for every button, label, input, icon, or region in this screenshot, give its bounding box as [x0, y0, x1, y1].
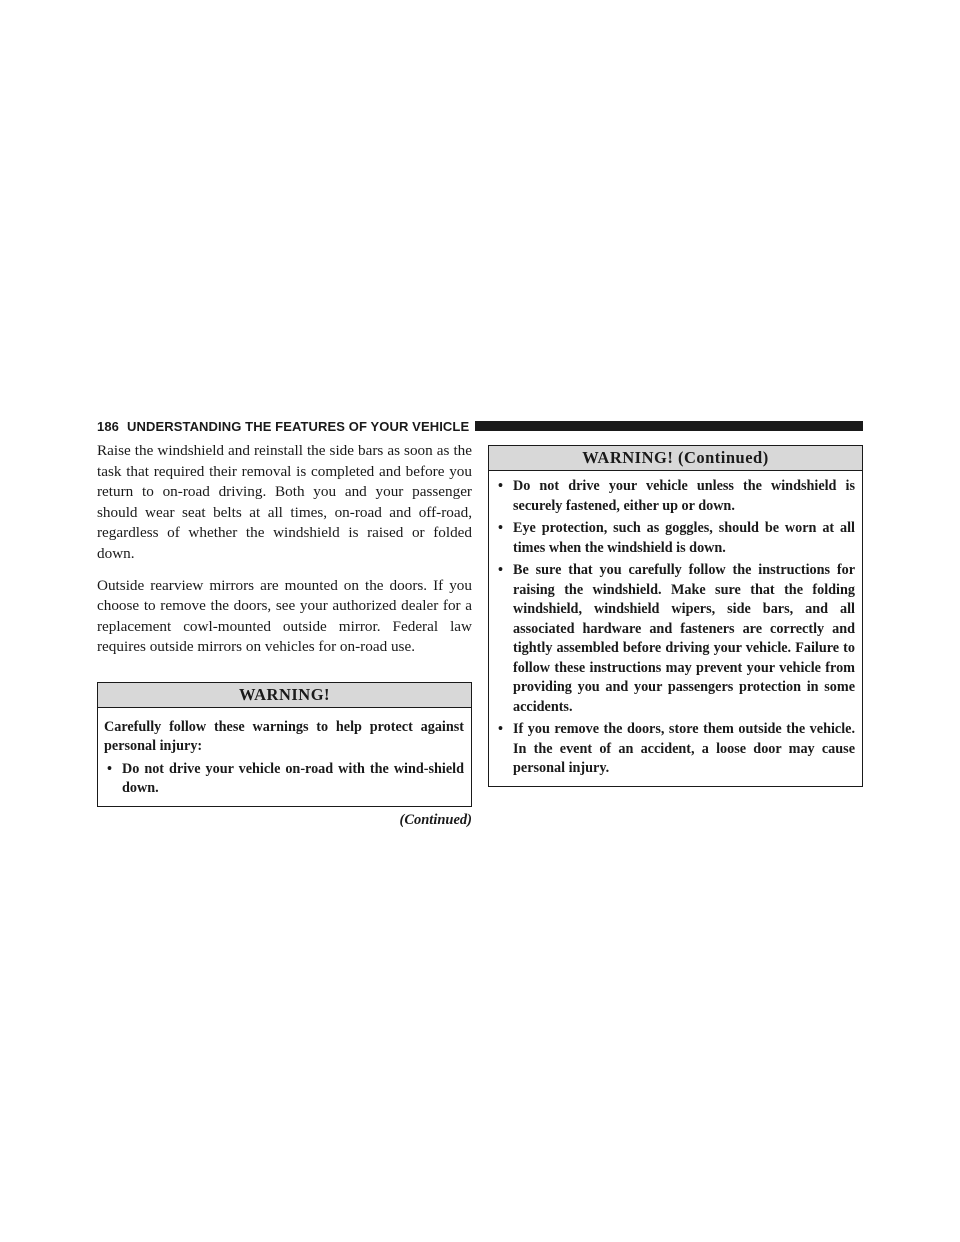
warning-bullet-list	[104, 760, 464, 799]
warning-bullet	[495, 519, 855, 558]
bullet-icon: •	[498, 478, 503, 494]
warning-continued-box	[488, 445, 863, 787]
page-header	[97, 417, 863, 435]
warning-bullet	[104, 760, 464, 799]
page-number: 186	[97, 418, 119, 434]
continued-label: (Continued)	[399, 811, 472, 828]
warning-continued-title: WARNING! (Continued)	[489, 446, 862, 471]
bullet-text: Be sure that you carefully follow the instructions for raising the windshield. Make sure that the folding windshield, windshield wipers, side bars, and all associated hardware and fasteners are correctly and tightly assembled before driving your vehicle. Failure to follow these instructions may prevent your vehicle from providing you and your passengers protection in some accidents.	[513, 562, 855, 715]
bullet-text: Do not drive your vehicle unless the windshield is securely fastened, either up or down.	[513, 478, 855, 514]
bullet-icon: •	[498, 721, 503, 737]
paragraph-mirrors: Outside rearview mirrors are mounted on the doors. If you choose to remove the doors, see your authorized dealer for a replacement cowl-mounted outside mirror. Federal law requires outside mirrors on vehicles for on-road use.	[97, 576, 472, 656]
bullet-icon: •	[498, 562, 503, 578]
header-rule	[475, 421, 863, 431]
warning-body	[98, 708, 471, 806]
bullet-icon: •	[107, 760, 112, 777]
warning-bullet	[495, 477, 855, 516]
warning-box	[97, 682, 472, 807]
bullet-icon: •	[498, 520, 503, 536]
bullet-text: If you remove the doors, store them outside the vehicle. In the event of an accident, a loose door may cause personal injury.	[513, 721, 855, 776]
warning-bullet	[495, 720, 855, 779]
warning-continued-body	[489, 471, 862, 786]
section-title: UNDERSTANDING THE FEATURES OF YOUR VEHICLE	[127, 418, 470, 434]
left-column	[97, 441, 472, 830]
warning-intro: Carefully follow these warnings to help protect against personal injury:	[104, 718, 464, 755]
bullet-text: Eye protection, such as goggles, should be worn at all times when the windshield is down.	[513, 520, 855, 556]
paragraph-windshield: Raise the windshield and reinstall the side bars as soon as the task that required their removal is completed and before you return to on-road driving. Both you and your passenger should wear seat belts at all times, on-road and off-road, regardless of whether the windshield is raised or folded down.	[97, 442, 472, 562]
warning-bullet	[495, 561, 855, 717]
right-column	[488, 445, 863, 787]
warning-title: WARNING!	[98, 683, 471, 708]
bullet-text: Do not drive your vehicle on-road with the wind-shield down.	[122, 760, 464, 797]
warning-continued-bullet-list	[495, 477, 855, 779]
